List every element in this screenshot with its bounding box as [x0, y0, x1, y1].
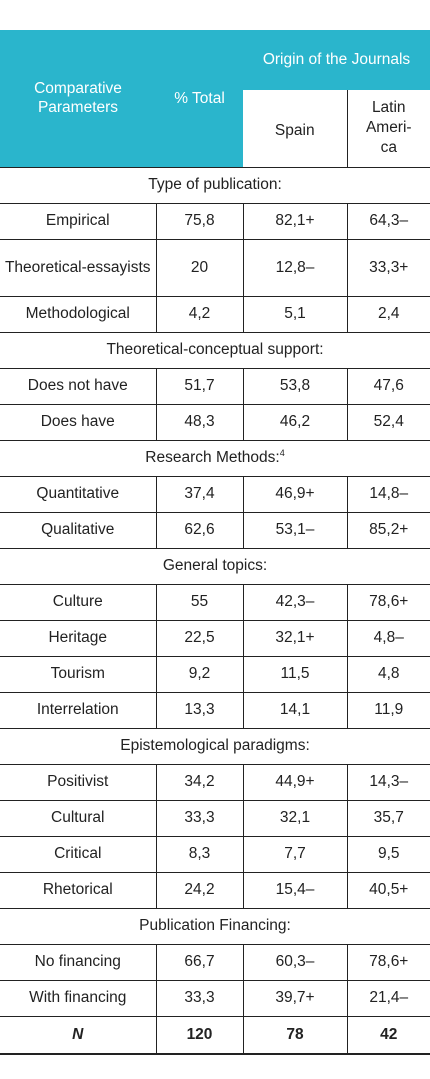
row-label: Does not have: [0, 368, 156, 404]
section-row: [0, 548, 430, 584]
table-cell: 48,3: [156, 404, 243, 440]
row-label: Qualitative: [0, 512, 156, 548]
total-row: [0, 1016, 430, 1054]
header-comparative-parameters: Comparative Parameters: [0, 30, 156, 167]
total-cell: 120: [156, 1016, 243, 1054]
section-row: [0, 440, 430, 476]
table-cell: 66,7: [156, 944, 243, 980]
table-cell: 4,8: [347, 656, 430, 692]
footnote-marker: 4: [279, 448, 285, 459]
table-cell: 4,8–: [347, 620, 430, 656]
table-cell: 2,4: [347, 296, 430, 332]
table-cell: 21,4–: [347, 980, 430, 1016]
table-cell: 22,5: [156, 620, 243, 656]
table-cell: 37,4: [156, 476, 243, 512]
table-cell: 52,4: [347, 404, 430, 440]
row-label: Rhetorical: [0, 872, 156, 908]
row-label: Critical: [0, 836, 156, 872]
section-title: [0, 728, 430, 764]
table-cell: 42,3–: [243, 584, 347, 620]
row-label: Methodological: [0, 296, 156, 332]
table-cell: 14,1: [243, 692, 347, 728]
row-label: No financing: [0, 944, 156, 980]
row-label: Theoretical-essayists: [0, 239, 156, 296]
table-cell: 75,8: [156, 203, 243, 239]
table-cell: 51,7: [156, 368, 243, 404]
section-row: [0, 908, 430, 944]
table-cell: 53,8: [243, 368, 347, 404]
table-row: [0, 476, 430, 512]
header-total: % Total: [156, 30, 243, 167]
header-latin-america: Latin Ameri- ca: [347, 90, 430, 167]
table-row: [0, 872, 430, 908]
table-row: [0, 800, 430, 836]
table-cell: 14,3–: [347, 764, 430, 800]
table-row: [0, 836, 430, 872]
header-spain: Spain: [243, 90, 347, 167]
table-cell: 9,2: [156, 656, 243, 692]
table-cell: 32,1: [243, 800, 347, 836]
table-cell: 55: [156, 584, 243, 620]
table-cell: 11,5: [243, 656, 347, 692]
table-cell: 9,5: [347, 836, 430, 872]
table-cell: 46,2: [243, 404, 347, 440]
table-cell: 44,9+: [243, 764, 347, 800]
table-cell: 11,9: [347, 692, 430, 728]
table-row: [0, 944, 430, 980]
table-cell: 33,3: [156, 980, 243, 1016]
section-title-text: General topics:: [162, 557, 268, 574]
table-cell: 85,2+: [347, 512, 430, 548]
table-cell: 15,4–: [243, 872, 347, 908]
table-cell: 14,8–: [347, 476, 430, 512]
table-row: [0, 296, 430, 332]
section-title: [0, 548, 430, 584]
table-cell: 12,8–: [243, 239, 347, 296]
row-label: Tourism: [0, 656, 156, 692]
table-cell: 53,1–: [243, 512, 347, 548]
table-cell: 46,9+: [243, 476, 347, 512]
row-label: Quantitative: [0, 476, 156, 512]
table-cell: 33,3+: [347, 239, 430, 296]
table-cell: 35,7: [347, 800, 430, 836]
section-title-text: Research Methods:: [145, 449, 280, 467]
table-cell: 60,3–: [243, 944, 347, 980]
table-cell: 82,1+: [243, 203, 347, 239]
table-row: [0, 584, 430, 620]
section-title: [0, 440, 430, 476]
table-cell: 64,3–: [347, 203, 430, 239]
section-row: [0, 728, 430, 764]
row-label: Does have: [0, 404, 156, 440]
table-cell: 13,3: [156, 692, 243, 728]
table-body: [0, 167, 430, 1054]
table-cell: 20: [156, 239, 243, 296]
table-cell: 78,6+: [347, 944, 430, 980]
table-row: [0, 656, 430, 692]
row-label: Interrelation: [0, 692, 156, 728]
table-cell: 7,7: [243, 836, 347, 872]
table-cell: 32,1+: [243, 620, 347, 656]
table-row: [0, 239, 430, 296]
table-cell: 40,5+: [347, 872, 430, 908]
table-row: [0, 764, 430, 800]
table-row: [0, 512, 430, 548]
row-label: Heritage: [0, 620, 156, 656]
section-title: [0, 908, 430, 944]
table-cell: 4,2: [156, 296, 243, 332]
row-label: Positivist: [0, 764, 156, 800]
row-label: Cultural: [0, 800, 156, 836]
table-row: [0, 980, 430, 1016]
section-row: [0, 167, 430, 203]
row-label: Empirical: [0, 203, 156, 239]
table-cell: 78,6+: [347, 584, 430, 620]
comparison-table: [0, 30, 430, 1055]
table-row: [0, 203, 430, 239]
section-title-text: Epistemological paradigms:: [120, 737, 310, 754]
table-row: [0, 620, 430, 656]
section-title-text: Theoretical-conceptual support:: [106, 341, 324, 358]
table-cell: 39,7+: [243, 980, 347, 1016]
table-cell: 62,6: [156, 512, 243, 548]
total-cell: 78: [243, 1016, 347, 1054]
section-title: [0, 332, 430, 368]
table-cell: 8,3: [156, 836, 243, 872]
table-cell: 47,6: [347, 368, 430, 404]
section-title-text: Publication Financing:: [139, 917, 291, 934]
section-title: [0, 167, 430, 203]
table-row: [0, 404, 430, 440]
section-row: [0, 332, 430, 368]
table-cell: 34,2: [156, 764, 243, 800]
table-row: [0, 368, 430, 404]
header-row-top: [0, 30, 430, 90]
table-cell: 5,1: [243, 296, 347, 332]
total-label: N: [0, 1016, 156, 1054]
header-origin: Origin of the Journals: [243, 30, 430, 90]
total-cell: 42: [347, 1016, 430, 1054]
table-cell: 33,3: [156, 800, 243, 836]
table-cell: 24,2: [156, 872, 243, 908]
row-label: Culture: [0, 584, 156, 620]
section-title-text: Type of publication:: [148, 176, 282, 193]
row-label: With financing: [0, 980, 156, 1016]
table-row: [0, 692, 430, 728]
